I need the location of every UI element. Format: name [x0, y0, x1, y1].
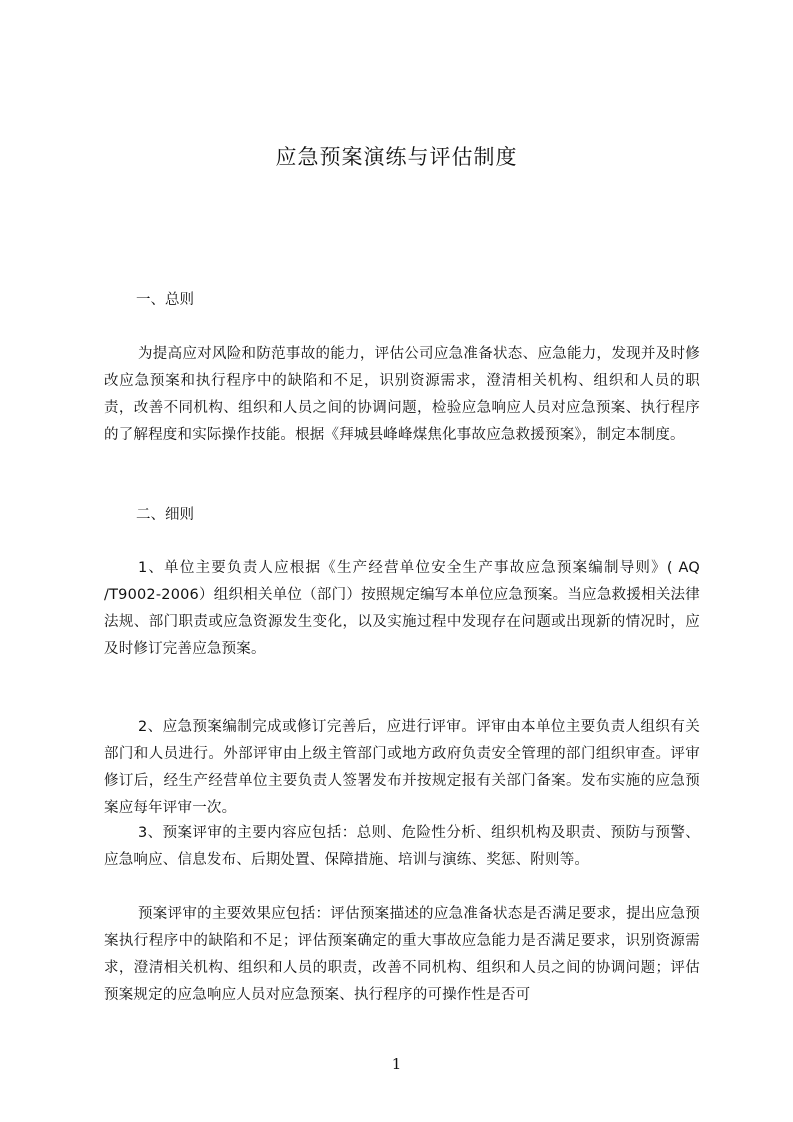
section-heading-details: 二、细则 [136, 507, 194, 523]
paragraph-general-purpose: 为提高应对风险和防范事故的能力，评估公司应急准备状态、应急能力，发现并及时修改应急预案和执行程序中的缺陷和不足，识别资源需求，澄清相关机构、组织和人员的职责，改善不同机构、组织和人员之间的协调问题，检验应急响应人员对应急预案、执行程序的了解程度和实际操作技能。根据《拜城县峰峰煤焦化事故应急救援预案》，制定本制度。 [104, 346, 700, 443]
paragraph-review-effects: 预案评审的主要效果应包括：评估预案描述的应急准备状态是否满足要求，提出应急预案执行程序中的缺陷和不足；评估预案确定的重大事故应急能力是否满足要求，识别资源需求，澄清相关机构、组织和人员的职责，改善不同机构、组织和人员之间的协调问题；评估预案规定的应急响应人员对应急预案、执行程序的可操作性是否可 [104, 906, 700, 1003]
section-heading-general: 一、总则 [136, 292, 194, 308]
document-title: 应急预案演练与评估制度 [275, 145, 518, 169]
paragraph-detail-1: 1、单位主要负责人应根据《生产经营单位安全生产事故应急预案编制导则》( AQ /T9002-2006）组织相关单位（部门）按照规定编写本单位应急预案。当应急救援相关法律法规、部门职责或应急资源发生变化，以及实施过程中发现存在问题或出现新的情况时，应及时修订完善应急预案。 [104, 560, 700, 657]
page-number: 1 [391, 1055, 402, 1073]
paragraph-detail-3: 3、预案评审的主要内容应包括：总则、危险性分析、组织机构及职责、预防与预警、应急响应、信息发布、后期处置、保障措施、培训与演练、奖惩、附则等。 [104, 825, 700, 868]
paragraph-detail-2: 2、应急预案编制完成或修订完善后，应进行评审。评审由本单位主要负责人组织有关部门和人员进行。外部评审由上级主管部门或地方政府负责安全管理的部门组织审查。评审修订后，经生产经营单位主要负责人签署发布并按规定报有关部门备案。发布实施的应急预案应每年评审一次。 [104, 719, 700, 816]
